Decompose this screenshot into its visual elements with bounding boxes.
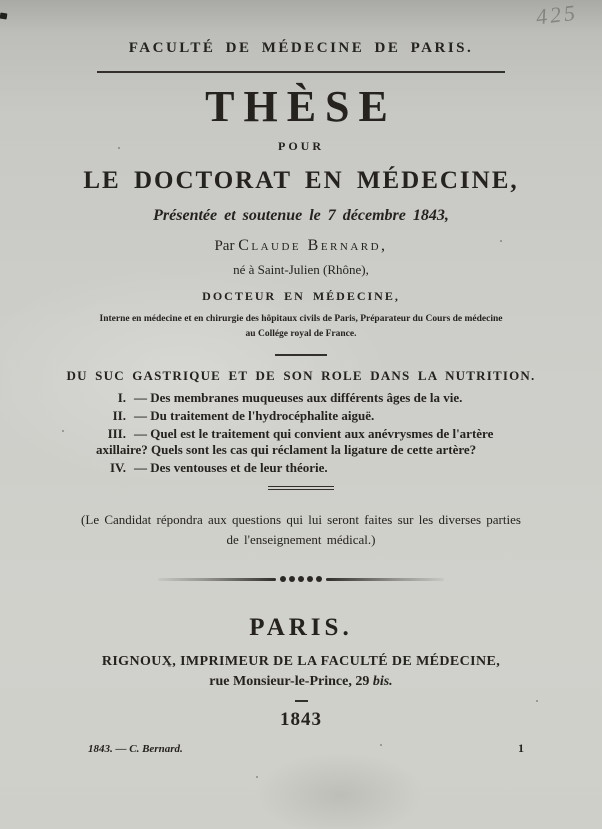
section-rule <box>275 354 327 356</box>
question-item-3 <box>96 426 516 458</box>
header-rule <box>97 71 505 73</box>
question-item-4 <box>96 460 516 476</box>
ornament-dot <box>298 576 304 582</box>
position-line-2: au Collége royal de France. <box>245 329 357 340</box>
ornament-dots <box>280 576 322 582</box>
question-text: — Des membranes muqueuses aux différents âges de la vie. <box>134 390 463 406</box>
doctor-title: DOCTEUR EN MÉDECINE, <box>202 289 400 303</box>
imprint-city: PARIS. <box>249 613 353 641</box>
thesis-subject: DU SUC GASTRIQUE ET DE SON ROLE DANS LA NUTRITION. <box>66 368 536 384</box>
year-dash-rule <box>295 700 308 702</box>
question-numeral: IV. <box>109 459 126 475</box>
candidate-note-line-1: (Le Candidat répondra aux questions qui lui seront faites sur les diverses parties <box>81 511 521 527</box>
paper-speckle <box>500 240 502 242</box>
question-text: — Des ventouses et de leur théorie. <box>134 459 328 475</box>
question-item-1 <box>96 390 516 406</box>
question-text: — Du traitement de l'hydrocéphalite aiguë. <box>134 408 375 424</box>
paper-speckle <box>536 700 538 702</box>
double-rule <box>268 486 334 490</box>
author-byline <box>0 237 602 255</box>
imprint-year: 1843 <box>280 708 322 730</box>
ornament-line-right <box>326 578 444 581</box>
printer-name: RIGNOUX, IMPRIMEUR DE LA FACULTÉ DE MÉDECINE, <box>101 653 501 669</box>
candidate-note <box>55 510 547 550</box>
question-numeral: III. <box>107 426 126 442</box>
ornament-dot <box>316 576 322 582</box>
page-number: 1 <box>518 740 524 755</box>
paper-speckle <box>256 776 258 778</box>
institution-header: FACULTÉ DE MÉDECINE DE PARIS. <box>128 40 474 56</box>
question-numeral: II. <box>112 408 126 424</box>
footer <box>88 741 524 756</box>
question-numeral: I. <box>117 390 126 406</box>
paper-speckle <box>118 147 120 149</box>
printer-address <box>0 674 602 690</box>
document-title: THÈSE <box>205 82 397 131</box>
ornament-divider <box>0 576 602 583</box>
printer-address-text: rue Monsieur-le-Prince, 29 <box>209 673 370 689</box>
question-item-2 <box>96 408 516 424</box>
for-word: POUR <box>278 139 324 153</box>
candidate-note-line-2: de l'enseignement médical.) <box>226 531 376 547</box>
printer-address-bis: bis. <box>369 673 393 689</box>
paper-speckle <box>380 744 382 746</box>
handwritten-catalog-number: 425 <box>534 0 580 30</box>
question-text: — Quel est le traitement qui convient aux anévrysmes de l'artère axillaire? Quels sont les cas qui réclament la ligature de cette artère? <box>96 426 494 457</box>
printer-signature: 1843. — C. Bernard. <box>88 742 183 755</box>
ornament-dot <box>280 576 286 582</box>
by-word: Par <box>214 238 235 254</box>
author-name: Claude Bernard, <box>238 237 388 254</box>
defense-date-line: Présentée et soutenue le 7 décembre 1843, <box>153 207 449 224</box>
ornament-dot <box>307 576 313 582</box>
ornament-line-left <box>158 578 276 581</box>
position-line-1: Interne en médecine et en chirurgie des hôpitaux civils de Paris, Préparateur du Cours de médecine <box>99 314 503 324</box>
paper-speckle <box>168 664 171 667</box>
degree-title: LE DOCTORAT EN MÉDECINE, <box>83 167 519 194</box>
ornament-dot <box>289 576 295 582</box>
author-positions <box>0 312 602 342</box>
question-list <box>96 390 516 475</box>
author-birthplace: né à Saint-Julien (Rhône), <box>233 262 369 277</box>
paper-speckle <box>62 430 64 432</box>
scan-edge-mark <box>0 13 7 20</box>
